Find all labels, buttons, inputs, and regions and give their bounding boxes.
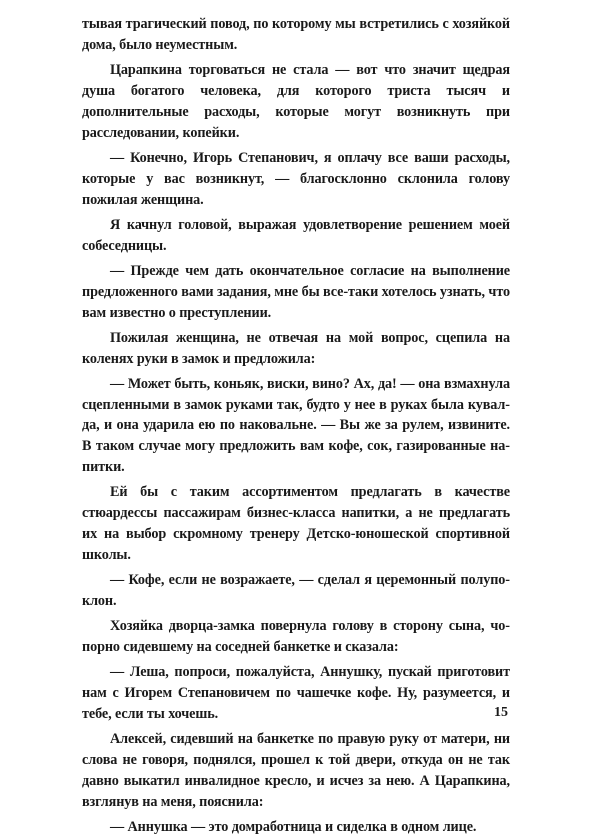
- paragraph-2: Царапкина торговаться не стала — вот что значит щедрая душа богатого человека, для которого триста тысяч и дополнительные расходы, которые могут возникнуть при расследовании, копейки.: [82, 62, 510, 141]
- paragraph-4: Я качнул головой, выражая удовлетворение решением моей собеседницы.: [82, 216, 510, 254]
- paragraph-5: — Прежде чем дать окончательное согласие на выполнение предложенного вами задания, мне бы все-таки хотелось узнать, что вам известно о преступлении.: [82, 262, 510, 321]
- paragraph-13: — Аннушка — это домработница и сиделка в одном лице.: [110, 818, 477, 835]
- paragraph-11: — Леша, попроси, пожалуйста, Аннушку, пускай приготовит нам с Игорем Степановичем по чашечке кофе. Ну, разумеется, и тебе, если ты хочешь.: [82, 664, 510, 722]
- page-number: 15: [494, 705, 508, 720]
- paragraph-6: Пожилая женщина, не отвечая на мой вопрос, сцепила на коленях руки в замок и предложила:: [82, 329, 510, 367]
- paragraph-3: — Конечно, Игорь Степанович, я оплачу все ваши расходы, которые у вас возникнут, — благосклонно склонила голову пожилая женщина.: [82, 149, 510, 208]
- paragraph-10: Хозяйка дворца-замка повернула голову в сторону сына, чопорно сидевшему на соседней банкетке и сказала:: [82, 618, 510, 656]
- paragraph-1: тывая трагический повод, по которому мы встретились с хозяйкой дома, было неуместным.: [82, 16, 510, 53]
- paragraph-7: — Может быть, коньяк, виски, вино? Ах, да! — она взмахнула сцепленными в замок руками так, будто у нее в руках была кувалда, и она ударила ею по наковальне. — Вы же за рулем, извините. В таком случае могу предложить вам кофе, сок, газированные напитки.: [82, 375, 510, 476]
- paragraph-12: Алексей, сидевший на банкетке по правую руку от матери, ни слова не говоря, поднялся, прошел к той двери, откуда он не так давно выкатил инвалидное кресло, и исчез за нею. А Царапкина, взглянув на меня, пояснила:: [82, 731, 510, 810]
- page-text-block: [82, 14, 510, 838]
- paragraph-9: — Кофе, если не возражаете, — сделал я церемонный полупоклон.: [82, 572, 510, 610]
- paragraph-8: Ей бы с таким ассортиментом предлагать в качестве стюардессы пассажирам бизнес-класса напитки, а не предлагать их на выбор скромному тренеру Детско-юношеской спортивной школы.: [82, 484, 510, 564]
